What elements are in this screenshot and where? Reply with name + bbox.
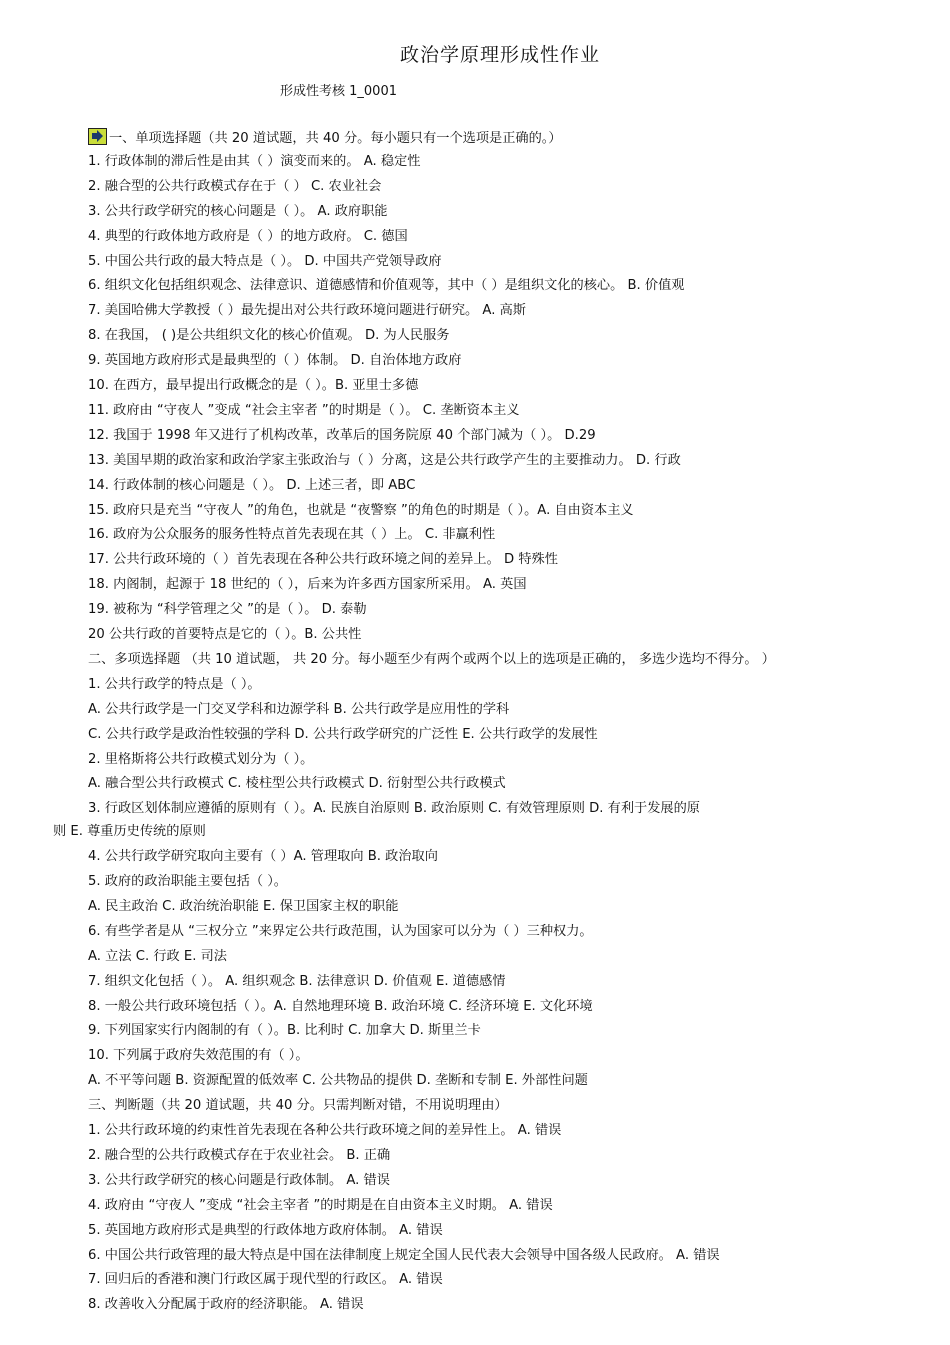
line-text: 9. 下列国家实行内阁制的有（ ）。B. 比利时 C. 加拿大 D. 斯里兰卡: [88, 1023, 481, 1039]
line-text: 2. 融合型的公共行政模式存在于（ ） C. 农业社会: [88, 178, 382, 194]
line-text: 8. 改善收入分配属于政府的经济职能。 A. 错误: [88, 1297, 364, 1313]
line-text: 4. 政府由 “守夜人 ”变成 “社会主宰者 ”的时期是在自由资本主义时期。 A. 错误: [88, 1197, 553, 1213]
line-text: 9. 英国地方政府形式是最典型的（ ）体制。 D. 自治体地方政府: [88, 353, 462, 369]
text-line: [88, 1247, 720, 1265]
text-line: [88, 1271, 443, 1289]
text-line: [88, 1197, 553, 1215]
text-line: [88, 377, 418, 395]
text-line: [88, 551, 558, 569]
line-text: 19. 被称为 “科学管理之父 ”的是（ ）。 D. 泰勒: [88, 602, 367, 618]
line-text: 3. 公共行政学研究的核心问题是（ ）。 A. 政府职能: [88, 203, 388, 219]
text-line: [88, 228, 408, 246]
line-text: 17. 公共行政环境的（ ）首先表现在各种公共行政环境之间的差异上。 D 特殊性: [88, 552, 558, 568]
text-line: [88, 800, 700, 818]
text-line: [88, 178, 381, 196]
text-line: [88, 302, 526, 320]
line-text: 2. 里格斯将公共行政模式划分为（ ）。: [88, 751, 314, 767]
text-line: [88, 751, 313, 769]
line-text: A. 公共行政学是一门交叉学科和边源学科 B. 公共行政学是应用性的学科: [88, 701, 510, 717]
line-text: 则 E. 尊重历史传统的原则: [53, 824, 206, 840]
text-line: [88, 327, 450, 345]
line-text: 10. 下列属于政府失效范围的有（ ）。: [88, 1048, 309, 1064]
text-line: [88, 923, 593, 941]
text-line: [88, 898, 398, 916]
text-line: [88, 701, 509, 719]
line-text: 1. 公共行政学的特点是（ ）。: [88, 676, 261, 692]
text-line: [88, 502, 634, 520]
text-line: [88, 427, 596, 445]
line-text: A. 民主政治 C. 政治统治职能 E. 保卫国家主权的职能: [88, 898, 399, 914]
text-line: [88, 128, 562, 148]
text-line: [88, 203, 387, 221]
line-text: 8. 在我国， ( )是公共组织文化的核心价值观。 D. 为人民服务: [88, 328, 450, 344]
line-text: 3. 行政区划体制应遵循的原则有（ ）。A. 民族自治原则 B. 政治原则 C. 有效管理原则 D. 有利于发展的原: [88, 801, 700, 817]
line-text: 5. 中国公共行政的最大特点是（ ）。 D. 中国共产党领导政府: [88, 253, 442, 269]
line-text: 二、多项选择题 （共 10 道试题， 共 20 分。每小题至少有两个或两个以上的选项是正确的， 多选少选均不得分。 ）: [88, 651, 775, 667]
text-line: [88, 948, 227, 966]
text-line: [88, 153, 420, 171]
text-line: [88, 1022, 481, 1040]
line-text: 1. 行政体制的滞后性是由其（ ）演变而来的。 A. 稳定性: [88, 153, 421, 169]
line-text: 7. 美国哈佛大学教授（ ）最先提出对公共行政环境问题进行研究。 A. 高斯: [88, 303, 526, 319]
line-text: 11. 政府由 “守夜人 ”变成 “社会主宰者 ”的时期是（ ）。 C. 垄断资本主义: [88, 402, 520, 418]
text-line: [88, 452, 681, 470]
line-text: 18. 内阁制，起源于 18 世纪的（ ），后来为许多西方国家所采用。 A. 英国: [88, 577, 527, 593]
text-line: [88, 1072, 588, 1090]
text-line: [88, 973, 506, 991]
line-text: 20 公共行政的首要特点是它的（ ）。B. 公共性: [88, 627, 362, 642]
line-text: 12. 我国于 1998 年又进行了机构改革，改革后的国务院原 40 个部门减为（ ）。 D.29: [88, 427, 596, 443]
text-line: [88, 601, 367, 619]
document-title: 政治学原理形成性作业: [400, 44, 601, 66]
line-text: 1. 公共行政环境的约束性首先表现在各种公共行政环境之间的差异性上。 A. 错误: [88, 1123, 562, 1138]
text-line: [88, 576, 527, 594]
line-text: 7. 回归后的香港和澳门行政区属于现代型的行政区。 A. 错误: [88, 1272, 443, 1288]
line-text: A. 融合型公共行政模式 C. 棱柱型公共行政模式 D. 衍射型公共行政模式: [88, 776, 506, 792]
text-line: [88, 253, 442, 271]
text-line: [88, 676, 261, 694]
arrow-icon: [88, 128, 107, 145]
document-subtitle: 形成性考核 1_0001: [280, 84, 397, 99]
text-line: [88, 873, 287, 891]
line-text: 4. 公共行政学研究取向主要有（ ）A. 管理取向 B. 政治取向: [88, 849, 438, 865]
text-line: [88, 775, 506, 793]
text-line: [88, 477, 415, 495]
line-text: 5. 英国地方政府形式是典型的行政体地方政府体制。 A. 错误: [88, 1222, 443, 1238]
text-line: [88, 651, 775, 669]
line-text: 6. 中国公共行政管理的最大特点是中国在法律制度上规定全国人民代表大会领导中国各级人民政府。 A. 错误: [88, 1247, 720, 1263]
text-line: [88, 1097, 508, 1115]
line-text: 13. 美国早期的政治家和政治学家主张政治与（ ）分离，这是公共行政学产生的主要推动力。 D. 行政: [88, 452, 681, 468]
text-line: [88, 402, 520, 420]
text-line: [88, 1122, 561, 1140]
line-text: 16. 政府为公众服务的服务性特点首先表现在其（ ）上。 C. 非赢利性: [88, 527, 496, 543]
line-text: 10. 在西方，最早提出行政概念的是（ ）。B. 亚里士多德: [88, 378, 419, 393]
line-text: C. 公共行政学是政治性较强的学科 D. 公共行政学研究的广泛性 E. 公共行政学的发展性: [88, 726, 598, 742]
line-text: 3. 公共行政学研究的核心问题是行政体制。 A. 错误: [88, 1172, 390, 1188]
line-text: A. 不平等问题 B. 资源配置的低效率 C. 公共物品的提供 D. 垄断和专制 E. 外部性问题: [88, 1073, 588, 1089]
line-text: 2. 融合型的公共行政模式存在于农业社会。 B. 正确: [88, 1147, 391, 1163]
line-text: 15. 政府只是充当 “守夜人 ”的角色，也就是 “夜警察 ”的角色的时期是（ ）。A. 自由资本主义: [88, 502, 634, 518]
text-line: [88, 1222, 443, 1240]
line-text: 6. 组织文化包括组织观念、法律意识、道德感情和价值观等，其中（ ）是组织文化的核心。 B. 价值观: [88, 278, 685, 294]
text-line: [88, 526, 495, 544]
line-text: A. 立法 C. 行政 E. 司法: [88, 948, 227, 964]
text-line: [88, 1172, 390, 1190]
text-line: [88, 626, 361, 644]
line-text: 14. 行政体制的核心问题是（ ）。 D. 上述三者，即 ABC: [88, 477, 416, 493]
text-line: [88, 1296, 364, 1314]
text-line: [88, 277, 684, 295]
line-text: 三、判断题（共 20 道试题，共 40 分。只需判断对错，不用说明理由）: [88, 1098, 508, 1114]
line-text: 8. 一般公共行政环境包括（ ）。A. 自然地理环境 B. 政治环境 C. 经济环境 E. 文化环境: [88, 998, 593, 1014]
text-line: [88, 352, 461, 370]
text-line: [88, 998, 593, 1016]
text-line: [53, 823, 206, 841]
line-text: 7. 组织文化包括（ ）。 A. 组织观念 B. 法律意识 D. 价值观 E. 道德感情: [88, 973, 506, 989]
line-text: 一、单项选择题（共 20 道试题，共 40 分。每小题只有一个选项是正确的。）: [109, 131, 562, 146]
text-line: [88, 1147, 390, 1165]
text-line: [88, 1047, 309, 1065]
line-text: 5. 政府的政治职能主要包括（ ）。: [88, 874, 287, 889]
line-text: 4. 典型的行政体地方政府是（ ）的地方政府。 C. 德国: [88, 228, 408, 244]
text-line: [88, 726, 598, 744]
line-text: 6. 有些学者是从 “三权分立 ”来界定公共行政范围，认为国家可以分为（ ）三种权力。: [88, 923, 593, 939]
text-line: [88, 848, 438, 866]
